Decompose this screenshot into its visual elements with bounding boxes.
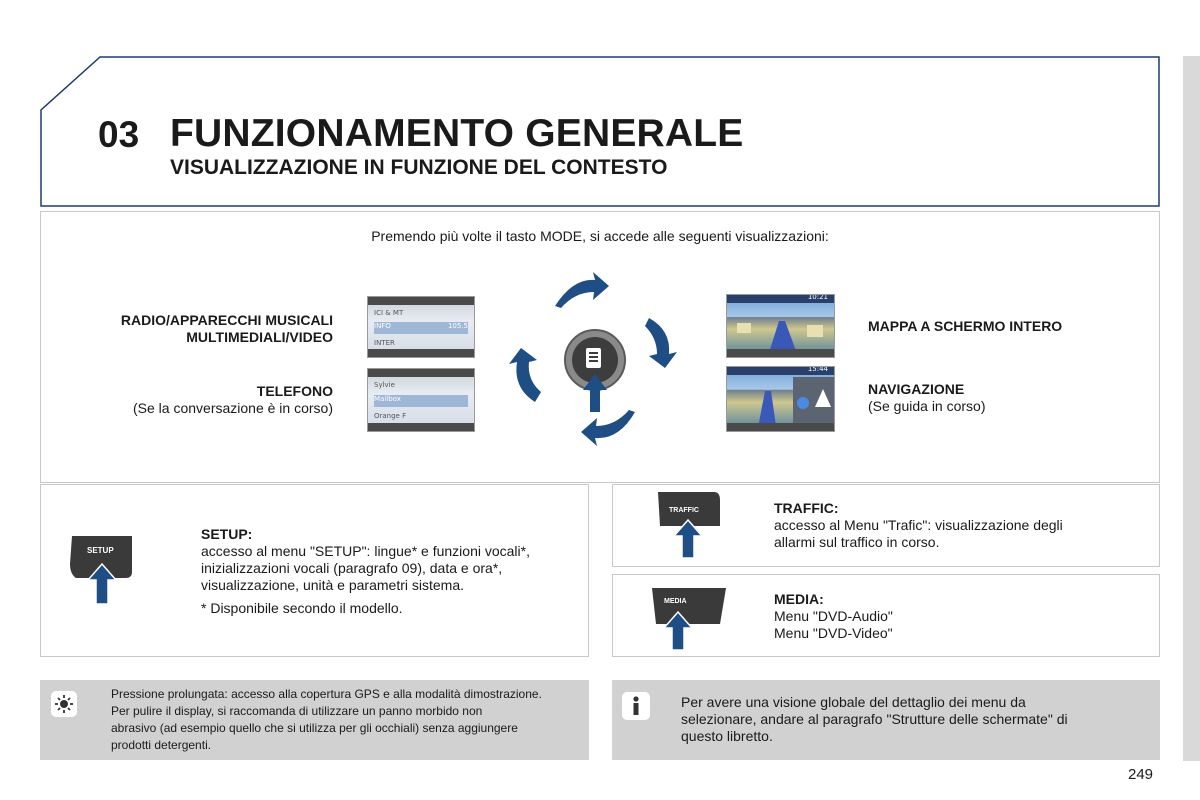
info-note-text (681, 694, 1151, 745)
tip-line2: Per pulire il display, si raccomanda di utilizzare un panno morbido non (111, 704, 483, 718)
side-strip (1183, 56, 1200, 761)
map-title: MAPPA A SCHERMO INTERO (868, 318, 1063, 334)
page-subtitle: VISUALIZZAZIONE IN FUNZIONE DEL CONTESTO (170, 156, 668, 179)
intro-text: Premendo più volte il tasto MODE, si accede alle seguenti visualizzazioni: (371, 228, 829, 244)
traffic-button-label: TRAFFIC (669, 507, 699, 514)
setup-line2: inizializzazioni vocali (paragrafo 09), data e ora*, (201, 560, 503, 576)
info-line3: questo libretto. (681, 728, 773, 744)
media-title: MEDIA: (774, 591, 824, 607)
tip-note-text (111, 686, 581, 754)
info-line2: selezionare, andare al paragrafo "Strutture delle schermate" di (681, 711, 1068, 727)
cycle-arrow-bottom (581, 410, 635, 446)
traffic-title: TRAFFIC: (774, 500, 839, 516)
traffic-button[interactable] (656, 490, 722, 565)
nav-screen-image (726, 366, 835, 432)
phone-note: (Se la conversazione è in corso) (133, 400, 333, 416)
nav-screen-time: 15:44 (807, 366, 828, 373)
cycle-arrow-right (645, 318, 677, 368)
radio-screen-freq: 105.5 (447, 322, 468, 330)
nav-note: (Se guida in corso) (868, 398, 986, 414)
media-description (774, 591, 1154, 642)
setup-title: SETUP: (201, 526, 253, 542)
media-button-label: MEDIA (664, 598, 687, 605)
cycle-arrow-left (509, 348, 541, 402)
phone-label (60, 383, 333, 417)
phone-screen-row2: Mailbox (374, 395, 468, 407)
chapter-number: 03 (98, 114, 140, 155)
map-screen-time: 10:21 (807, 294, 828, 301)
map-label (868, 318, 1168, 335)
page-title: FUNZIONAMENTO GENERALE (170, 112, 744, 155)
radio-screen-info: INFO (374, 322, 391, 330)
map-screen-image (726, 294, 835, 358)
radio-screen-image (367, 296, 475, 358)
traffic-description (774, 500, 1154, 551)
media-line2: Menu "DVD-Video" (774, 625, 893, 641)
tip-line4: prodotti detergenti. (111, 738, 212, 752)
traffic-line2: allarmi sul traffico in corso. (774, 534, 940, 550)
setup-description (201, 526, 581, 594)
phone-title: TELEFONO (256, 383, 333, 399)
setup-button[interactable] (66, 534, 138, 611)
page-number: 249 (1128, 766, 1154, 783)
cycle-arrow-top (555, 272, 609, 308)
radio-screen-row4: INTER (374, 339, 395, 347)
info-line1: Per avere una visione globale del dettaglio dei menu da (681, 694, 1026, 710)
nav-title: NAVIGAZIONE (868, 381, 965, 397)
sun-icon (51, 691, 77, 717)
traffic-line1: accesso al Menu "Trafic": visualizzazione degli (774, 517, 1063, 533)
setup-line3: visualizzazione, unità e parametri sistema. (201, 577, 465, 593)
phone-screen-row1: Sylvie (374, 381, 395, 389)
radio-screen-row2 (374, 322, 468, 334)
setup-button-label: SETUP (87, 546, 114, 555)
tip-line3: abrasivo (ad esempio quello che si utilizza per gli occhiali) senza aggiungere (111, 721, 518, 735)
media-line1: Menu "DVD-Audio" (774, 608, 893, 624)
setup-line1: accesso al menu "SETUP": lingue* e funzioni vocali*, (201, 543, 530, 559)
tip-line1: Pressione prolungata: accesso alla copertura GPS e alla modalità dimostrazione. (111, 687, 542, 701)
phone-screen-image (367, 368, 475, 432)
media-button[interactable] (650, 586, 730, 657)
mode-cycle-diagram (495, 262, 695, 462)
radio-label (60, 312, 333, 346)
nav-label (868, 381, 1168, 415)
radio-title-line1: RADIO/APPARECCHI MUSICALI (120, 312, 333, 328)
radio-screen-row1: ICI & MT (374, 309, 404, 317)
phone-screen-row3: Orange F (374, 412, 407, 420)
radio-title-line2: MULTIMEDIALI/VIDEO (186, 329, 333, 345)
info-icon (622, 692, 650, 720)
setup-footnote: * Disponibile secondo il modello. (201, 600, 403, 616)
